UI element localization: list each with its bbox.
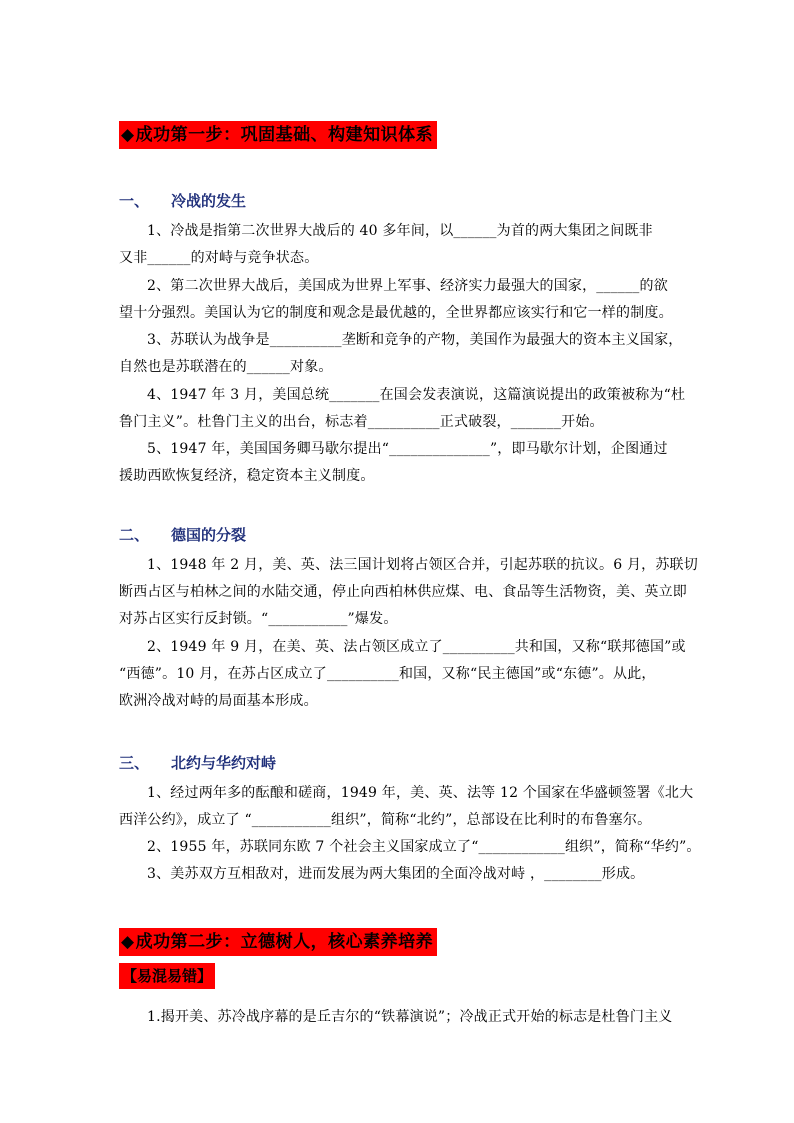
paragraph-line: 欧洲冷战对峙的局面基本形成。 xyxy=(119,693,318,709)
paragraph-line: “西德”。10 月，在苏占区成立了__________和国，又称“民主德国”或“东德”。从此， xyxy=(119,666,656,682)
paragraph-line: 西洋公约》，成立了 “___________组织”，简称“北约”，总部设在比利时的布鲁塞尔。 xyxy=(119,812,652,828)
paragraph-line: 1.揭开美、苏冷战序幕的是丘吉尔的“铁幕演说”；冷战正式开始的标志是杜鲁门主义 xyxy=(147,1009,673,1025)
diamond-icon: ◆ xyxy=(121,125,135,145)
paragraph-line: 4、1947 年 3 月，美国总统_______在国会发表演说，这篇演说提出的政策被称为“杜 xyxy=(147,387,686,403)
section3-heading xyxy=(119,752,276,773)
step1-banner xyxy=(119,121,437,149)
paragraph-line: 自然也是苏联潜在的______对象。 xyxy=(119,359,333,375)
section1-heading xyxy=(119,190,246,211)
section2-title: 德国的分裂 xyxy=(171,526,247,544)
section3-title: 北约与华约对峙 xyxy=(171,754,277,772)
section3-number: 三、 xyxy=(119,754,150,772)
paragraph-line: 1、经过两年多的酝酿和磋商，1949 年，美、英、法等 12 个国家在华盛顿签署《北大 xyxy=(147,785,694,801)
paragraph-line: 2、1949 年 9 月，在美、英、法占领区成立了__________共和国，又称“联邦德国”或 xyxy=(147,639,686,655)
paragraph-line: 鲁门主义”。杜鲁门主义的出台，标志着__________正式破裂，_______开始。 xyxy=(119,414,604,430)
paragraph-line: 5、1947 年，美国国务卿马歇尔提出“______________”，即马歇尔计划，企图通过 xyxy=(147,441,668,457)
section2-number: 二、 xyxy=(119,526,150,544)
paragraph-line: 对苏占区实行反封锁。“___________”爆发。 xyxy=(119,611,398,627)
section1-number: 一、 xyxy=(119,192,150,210)
paragraph-line: 又非______的对峙与竞争状态。 xyxy=(119,250,319,266)
section2-heading xyxy=(119,524,246,545)
paragraph-line: 2、第二次世界大战后，美国成为世界上军事、经济实力最强大的国家，______的欲 xyxy=(147,278,668,294)
step1-title: 成功第一步：巩固基础、构建知识体系 xyxy=(135,125,434,145)
paragraph-line: 1、冷战是指第二次世界大战后的 40 多年间，以______为首的两大集团之间既非 xyxy=(147,223,653,239)
step2-title: 成功第二步：立德树人，核心素养培养 xyxy=(135,932,434,952)
paragraph-line: 2、1955 年，苏联同东欧 7 个社会主义国家成立了“____________组织”，简称“华约”。 xyxy=(147,839,701,855)
error-prone-tag: 【易混易错】 xyxy=(119,963,215,989)
paragraph-line: 3、苏联认为战争是__________垄断和竞争的产物，美国作为最强大的资本主义国家， xyxy=(147,332,683,348)
paragraph-line: 断西占区与柏林之间的水陆交通，停止向西柏林供应煤、电、食品等生活物资，美、英立即 xyxy=(119,584,687,600)
diamond-icon: ◆ xyxy=(121,932,135,952)
paragraph-line: 3、美苏双方互相敌对，进而发展为两大集团的全面冷战对峙 ，________形成。 xyxy=(147,866,645,882)
paragraph-line: 援助西欧恢复经济，稳定资本主义制度。 xyxy=(119,468,375,484)
section1-title: 冷战的发生 xyxy=(171,192,247,210)
step2-banner xyxy=(119,928,437,956)
paragraph-line: 1、1948 年 2 月，美、英、法三国计划将占领区合并，引起苏联的抗议。6 月，苏联切 xyxy=(147,557,698,573)
paragraph-line: 望十分强烈。美国认为它的制度和观念是最优越的，全世界都应该实行和它一样的制度。 xyxy=(119,305,673,321)
